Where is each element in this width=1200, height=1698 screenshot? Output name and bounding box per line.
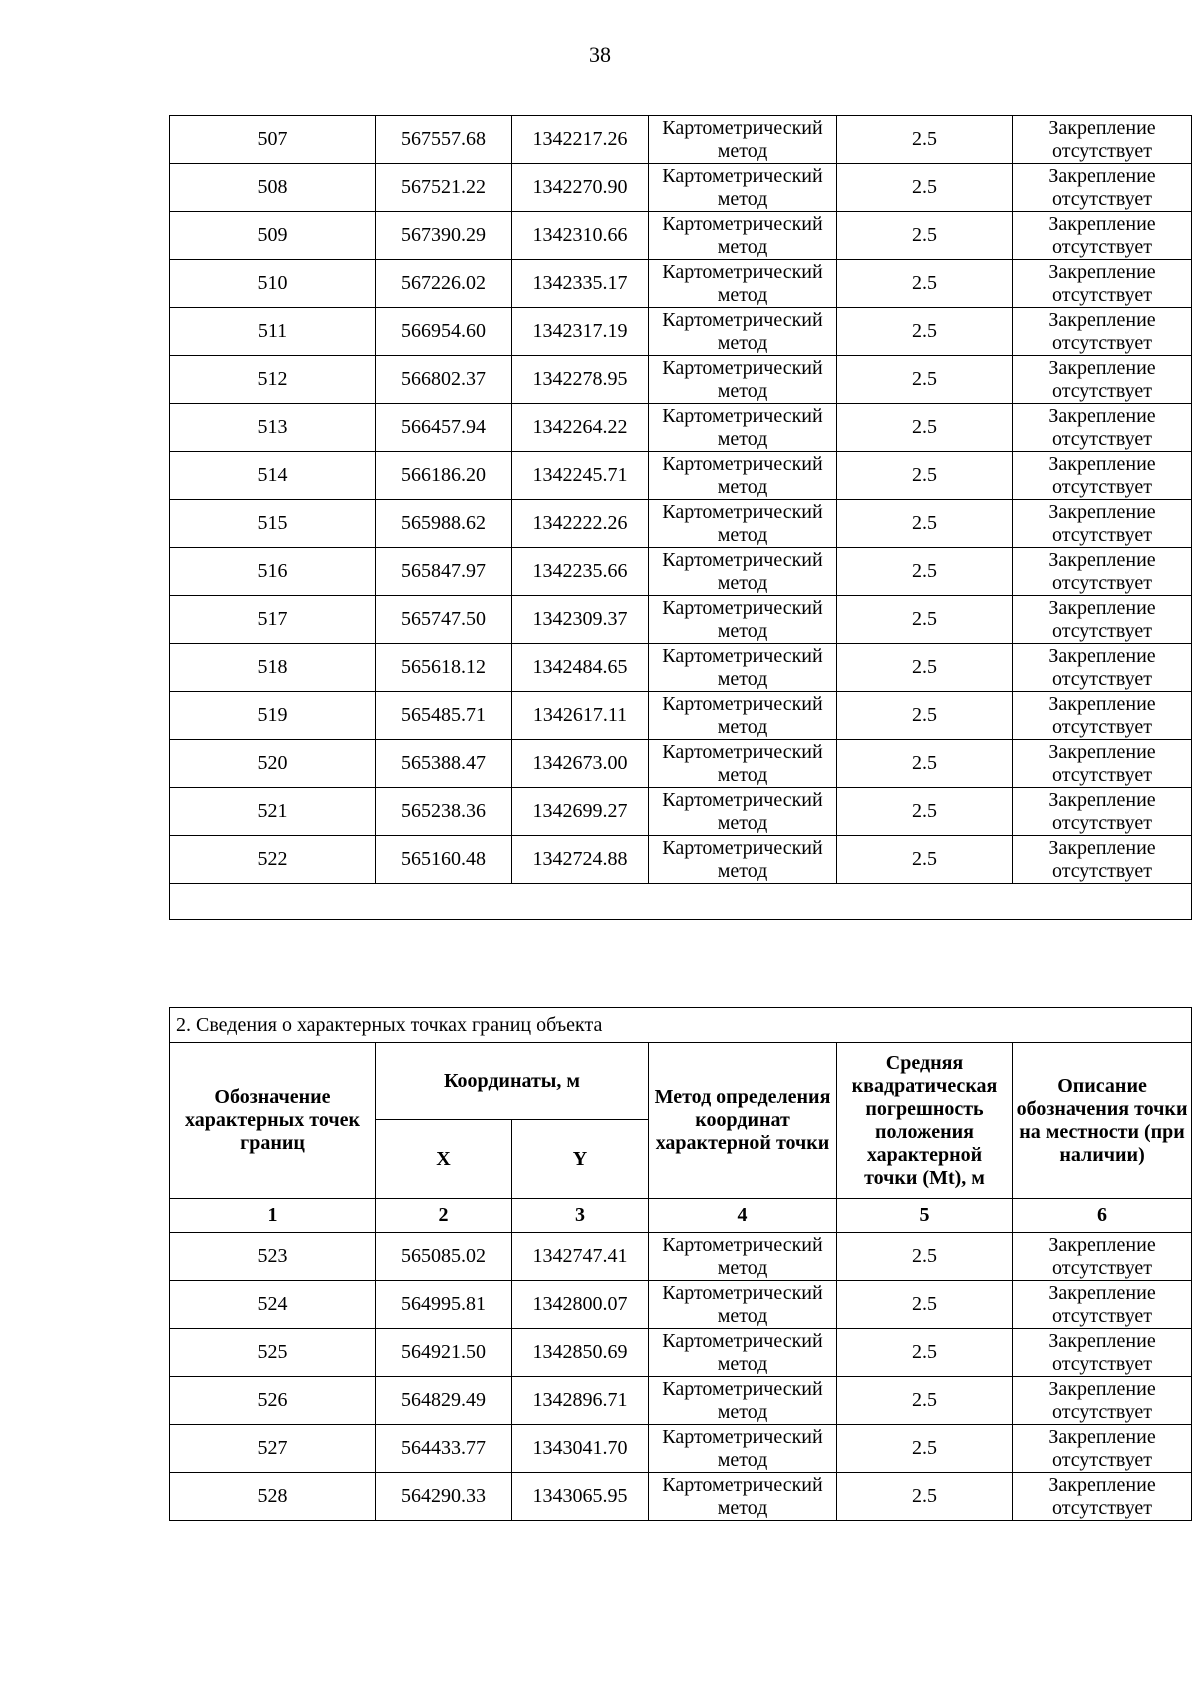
column-number: 3 xyxy=(512,1199,649,1233)
cell-description: Закрепление отсутствует xyxy=(1013,1377,1192,1425)
table-row xyxy=(170,116,1192,164)
cell-method: Картометрический метод xyxy=(649,1281,837,1329)
boundary-points-table xyxy=(169,1007,1192,1521)
cell-mt: 2.5 xyxy=(837,1377,1013,1425)
cell-point: 517 xyxy=(170,596,376,644)
cell-x: 566802.37 xyxy=(376,356,512,404)
cell-method: Картометрический метод xyxy=(649,1329,837,1377)
cell-description: Закрепление отсутствует xyxy=(1013,356,1192,404)
cell-method: Картометрический метод xyxy=(649,164,837,212)
cell-point: 526 xyxy=(170,1377,376,1425)
cell-description: Закрепление отсутствует xyxy=(1013,548,1192,596)
cell-x: 565847.97 xyxy=(376,548,512,596)
table1-body xyxy=(170,116,1192,920)
cell-x: 565485.71 xyxy=(376,692,512,740)
cell-mt: 2.5 xyxy=(837,740,1013,788)
cell-y: 1342335.17 xyxy=(512,260,649,308)
header-description: Описание обозначения точки на местности (при наличии) xyxy=(1013,1043,1192,1199)
table-row xyxy=(170,788,1192,836)
coordinates-table-continued xyxy=(169,115,1192,920)
table-row xyxy=(170,308,1192,356)
cell-method: Картометрический метод xyxy=(649,1473,837,1521)
table-row xyxy=(170,1473,1192,1521)
cell-y: 1342800.07 xyxy=(512,1281,649,1329)
cell-y: 1342617.11 xyxy=(512,692,649,740)
cell-y: 1342245.71 xyxy=(512,452,649,500)
cell-point: 507 xyxy=(170,116,376,164)
cell-point: 512 xyxy=(170,356,376,404)
cell-method: Картометрический метод xyxy=(649,452,837,500)
table-row xyxy=(170,1281,1192,1329)
cell-mt: 2.5 xyxy=(837,1329,1013,1377)
cell-mt: 2.5 xyxy=(837,1233,1013,1281)
table-row xyxy=(170,1425,1192,1473)
cell-point: 528 xyxy=(170,1473,376,1521)
cell-method: Картометрический метод xyxy=(649,356,837,404)
table-row xyxy=(170,836,1192,884)
cell-mt: 2.5 xyxy=(837,356,1013,404)
table-row xyxy=(170,164,1192,212)
table-section-title-row xyxy=(170,1008,1192,1043)
cell-method: Картометрический метод xyxy=(649,596,837,644)
cell-x: 564290.33 xyxy=(376,1473,512,1521)
cell-y: 1343065.95 xyxy=(512,1473,649,1521)
cell-x: 565160.48 xyxy=(376,836,512,884)
cell-description: Закрепление отсутствует xyxy=(1013,260,1192,308)
cell-method: Картометрический метод xyxy=(649,260,837,308)
cell-x: 564995.81 xyxy=(376,1281,512,1329)
cell-description: Закрепление отсутствует xyxy=(1013,1329,1192,1377)
column-number: 5 xyxy=(837,1199,1013,1233)
cell-mt: 2.5 xyxy=(837,1473,1013,1521)
cell-x: 565988.62 xyxy=(376,500,512,548)
cell-y: 1343041.70 xyxy=(512,1425,649,1473)
cell-x: 565238.36 xyxy=(376,788,512,836)
cell-method: Картометрический метод xyxy=(649,836,837,884)
table-row xyxy=(170,356,1192,404)
cell-point: 515 xyxy=(170,500,376,548)
cell-description: Закрепление отсутствует xyxy=(1013,740,1192,788)
cell-method: Картометрический метод xyxy=(649,500,837,548)
cell-point: 508 xyxy=(170,164,376,212)
cell-x: 566457.94 xyxy=(376,404,512,452)
table-row xyxy=(170,260,1192,308)
table-row xyxy=(170,740,1192,788)
cell-y: 1342310.66 xyxy=(512,212,649,260)
table2-body xyxy=(170,1233,1192,1521)
cell-x: 567521.22 xyxy=(376,164,512,212)
cell-description: Закрепление отсутствует xyxy=(1013,500,1192,548)
cell-y: 1342673.00 xyxy=(512,740,649,788)
cell-x: 565618.12 xyxy=(376,644,512,692)
empty-row xyxy=(170,884,1192,920)
cell-method: Картометрический метод xyxy=(649,692,837,740)
column-number: 6 xyxy=(1013,1199,1192,1233)
cell-x: 567557.68 xyxy=(376,116,512,164)
cell-y: 1342235.66 xyxy=(512,548,649,596)
cell-description: Закрепление отсутствует xyxy=(1013,212,1192,260)
cell-description: Закрепление отсутствует xyxy=(1013,788,1192,836)
cell-method: Картометрический метод xyxy=(649,1233,837,1281)
cell-mt: 2.5 xyxy=(837,548,1013,596)
cell-mt: 2.5 xyxy=(837,164,1013,212)
cell-mt: 2.5 xyxy=(837,1425,1013,1473)
cell-description: Закрепление отсутствует xyxy=(1013,164,1192,212)
column-number: 2 xyxy=(376,1199,512,1233)
cell-method: Картометрический метод xyxy=(649,116,837,164)
cell-description: Закрепление отсутствует xyxy=(1013,596,1192,644)
cell-x: 564829.49 xyxy=(376,1377,512,1425)
cell-description: Закрепление отсутствует xyxy=(1013,308,1192,356)
cell-y: 1342317.19 xyxy=(512,308,649,356)
cell-point: 509 xyxy=(170,212,376,260)
cell-method: Картометрический метод xyxy=(649,1377,837,1425)
cell-method: Картометрический метод xyxy=(649,212,837,260)
cell-mt: 2.5 xyxy=(837,404,1013,452)
cell-y: 1342747.41 xyxy=(512,1233,649,1281)
cell-y: 1342850.69 xyxy=(512,1329,649,1377)
table-row xyxy=(170,644,1192,692)
cell-x: 566186.20 xyxy=(376,452,512,500)
cell-x: 565085.02 xyxy=(376,1233,512,1281)
table-row xyxy=(170,452,1192,500)
cell-description: Закрепление отсутствует xyxy=(1013,836,1192,884)
cell-point: 523 xyxy=(170,1233,376,1281)
cell-y: 1342222.26 xyxy=(512,500,649,548)
cell-point: 524 xyxy=(170,1281,376,1329)
cell-mt: 2.5 xyxy=(837,644,1013,692)
header-coordinates: Координаты, м xyxy=(376,1043,649,1120)
cell-description: Закрепление отсутствует xyxy=(1013,452,1192,500)
cell-x: 567226.02 xyxy=(376,260,512,308)
cell-mt: 2.5 xyxy=(837,596,1013,644)
cell-method: Картометрический метод xyxy=(649,788,837,836)
cell-mt: 2.5 xyxy=(837,788,1013,836)
header-point: Обозначение характерных точек границ xyxy=(170,1043,376,1199)
column-number-row xyxy=(170,1199,1192,1233)
cell-mt: 2.5 xyxy=(837,308,1013,356)
cell-point: 510 xyxy=(170,260,376,308)
cell-y: 1342264.22 xyxy=(512,404,649,452)
cell-point: 511 xyxy=(170,308,376,356)
cell-y: 1342270.90 xyxy=(512,164,649,212)
table-row xyxy=(170,692,1192,740)
section-title: 2. Сведения о характерных точках границ объекта xyxy=(170,1008,1192,1043)
page-number: 38 xyxy=(589,42,611,67)
cell-x: 564921.50 xyxy=(376,1329,512,1377)
cell-point: 519 xyxy=(170,692,376,740)
cell-point: 518 xyxy=(170,644,376,692)
header-row xyxy=(170,1043,1192,1120)
cell-method: Картометрический метод xyxy=(649,548,837,596)
cell-x: 567390.29 xyxy=(376,212,512,260)
cell-x: 565388.47 xyxy=(376,740,512,788)
header-method: Метод определения координат характерной точки xyxy=(649,1043,837,1199)
cell-mt: 2.5 xyxy=(837,452,1013,500)
table-row xyxy=(170,1377,1192,1425)
cell-mt: 2.5 xyxy=(837,212,1013,260)
cell-x: 565747.50 xyxy=(376,596,512,644)
header-mt: Средняя квадратическая погрешность положения характерной точки (Mt), м xyxy=(837,1043,1013,1199)
cell-method: Картометрический метод xyxy=(649,644,837,692)
cell-method: Картометрический метод xyxy=(649,740,837,788)
table-row xyxy=(170,1329,1192,1377)
cell-point: 527 xyxy=(170,1425,376,1473)
cell-description: Закрепление отсутствует xyxy=(1013,692,1192,740)
header-x: X xyxy=(376,1120,512,1199)
table-row xyxy=(170,212,1192,260)
cell-point: 525 xyxy=(170,1329,376,1377)
cell-mt: 2.5 xyxy=(837,260,1013,308)
cell-point: 516 xyxy=(170,548,376,596)
cell-description: Закрепление отсутствует xyxy=(1013,1425,1192,1473)
cell-description: Закрепление отсутствует xyxy=(1013,1281,1192,1329)
cell-description: Закрепление отсутствует xyxy=(1013,644,1192,692)
cell-point: 521 xyxy=(170,788,376,836)
column-number: 1 xyxy=(170,1199,376,1233)
cell-y: 1342484.65 xyxy=(512,644,649,692)
cell-mt: 2.5 xyxy=(837,692,1013,740)
cell-mt: 2.5 xyxy=(837,1281,1013,1329)
column-number: 4 xyxy=(649,1199,837,1233)
cell-method: Картометрический метод xyxy=(649,308,837,356)
cell-mt: 2.5 xyxy=(837,500,1013,548)
cell-mt: 2.5 xyxy=(837,116,1013,164)
table-row xyxy=(170,596,1192,644)
empty-cell xyxy=(170,884,1192,920)
cell-point: 522 xyxy=(170,836,376,884)
cell-description: Закрепление отсутствует xyxy=(1013,1473,1192,1521)
cell-method: Картометрический метод xyxy=(649,404,837,452)
cell-description: Закрепление отсутствует xyxy=(1013,1233,1192,1281)
cell-point: 513 xyxy=(170,404,376,452)
cell-y: 1342724.88 xyxy=(512,836,649,884)
table-row xyxy=(170,500,1192,548)
cell-method: Картометрический метод xyxy=(649,1425,837,1473)
cell-y: 1342896.71 xyxy=(512,1377,649,1425)
table-row xyxy=(170,404,1192,452)
cell-description: Закрепление отсутствует xyxy=(1013,404,1192,452)
header-y: Y xyxy=(512,1120,649,1199)
table-row xyxy=(170,1233,1192,1281)
cell-y: 1342217.26 xyxy=(512,116,649,164)
cell-x: 564433.77 xyxy=(376,1425,512,1473)
cell-point: 514 xyxy=(170,452,376,500)
cell-mt: 2.5 xyxy=(837,836,1013,884)
cell-y: 1342309.37 xyxy=(512,596,649,644)
table-row xyxy=(170,548,1192,596)
cell-description: Закрепление отсутствует xyxy=(1013,116,1192,164)
cell-x: 566954.60 xyxy=(376,308,512,356)
cell-y: 1342699.27 xyxy=(512,788,649,836)
cell-point: 520 xyxy=(170,740,376,788)
cell-y: 1342278.95 xyxy=(512,356,649,404)
